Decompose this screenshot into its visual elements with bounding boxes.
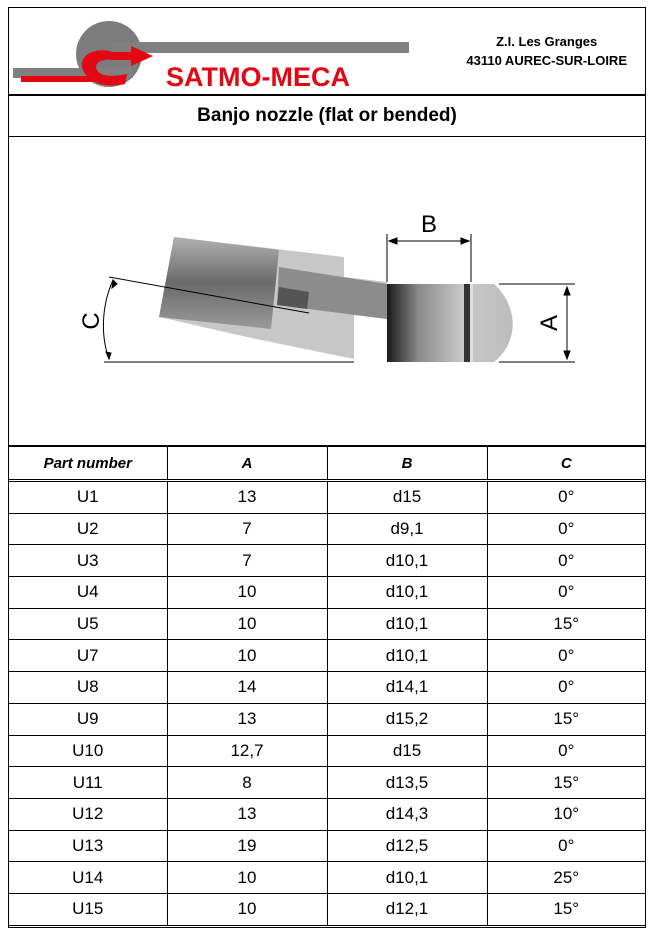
cell-c: 15° (487, 893, 645, 925)
company-address (466, 32, 627, 70)
nozzle-body (159, 237, 387, 359)
table-row (9, 830, 645, 862)
cell-part-number: U11 (9, 767, 167, 799)
cell-b: d10,1 (327, 640, 487, 672)
cell-a: 19 (167, 830, 327, 862)
table-row (9, 545, 645, 577)
cell-b: d15,2 (327, 703, 487, 735)
technical-drawing (9, 137, 645, 445)
cell-part-number: U4 (9, 577, 167, 609)
cell-a: 13 (167, 798, 327, 830)
cell-part-number: U9 (9, 703, 167, 735)
table-row (9, 608, 645, 640)
page-title: Banjo nozzle (flat or bended) (197, 105, 457, 126)
cell-a: 12,7 (167, 735, 327, 767)
cell-a: 14 (167, 672, 327, 704)
cell-a: 7 (167, 513, 327, 545)
label-b: B (420, 211, 438, 238)
cell-c: 0° (487, 513, 645, 545)
cell-part-number: U7 (9, 640, 167, 672)
cell-c: 0° (487, 481, 645, 514)
header (9, 8, 645, 96)
cell-a: 10 (167, 862, 327, 894)
header-c: C (487, 446, 645, 481)
banjo-eye (387, 284, 513, 362)
cell-c: 0° (487, 577, 645, 609)
cell-b: d12,5 (327, 830, 487, 862)
cell-a: 10 (167, 640, 327, 672)
address-line-1: Z.I. Les Granges (496, 34, 598, 49)
table-row (9, 767, 645, 799)
cell-c: 15° (487, 703, 645, 735)
cell-b: d14,3 (327, 798, 487, 830)
cell-b: d10,1 (327, 577, 487, 609)
table-row (9, 862, 645, 894)
table-row (9, 798, 645, 830)
cell-c: 15° (487, 608, 645, 640)
table-row (9, 672, 645, 704)
title-row (9, 96, 645, 137)
cell-part-number: U5 (9, 608, 167, 640)
table-row (9, 735, 645, 767)
cell-b: d12,1 (327, 893, 487, 925)
header-b: B (327, 446, 487, 481)
table-row (9, 481, 645, 514)
label-a: A (536, 314, 563, 332)
cell-part-number: U14 (9, 862, 167, 894)
cell-b: d15 (327, 481, 487, 514)
cell-a: 10 (167, 608, 327, 640)
cell-a: 10 (167, 893, 327, 925)
table-header-row (9, 446, 645, 481)
cell-part-number: U3 (9, 545, 167, 577)
cell-c: 0° (487, 545, 645, 577)
table-row (9, 893, 645, 925)
cell-a: 10 (167, 577, 327, 609)
table-row (9, 513, 645, 545)
parts-table (9, 445, 645, 926)
cell-c: 0° (487, 830, 645, 862)
address-line-2: 43110 AUREC-SUR-LOIRE (466, 53, 627, 68)
cell-b: d13,5 (327, 767, 487, 799)
cell-c: 10° (487, 798, 645, 830)
cell-part-number: U10 (9, 735, 167, 767)
label-c: C (78, 312, 105, 330)
header-part-number: Part number (9, 446, 167, 481)
company-name: SATMO-MECA (166, 62, 350, 90)
table-body (9, 481, 645, 926)
cell-part-number: U13 (9, 830, 167, 862)
header-a: A (167, 446, 327, 481)
table-row (9, 640, 645, 672)
cell-a: 13 (167, 703, 327, 735)
cell-c: 25° (487, 862, 645, 894)
cell-a: 7 (167, 545, 327, 577)
cell-b: d10,1 (327, 545, 487, 577)
cell-part-number: U2 (9, 513, 167, 545)
company-logo (13, 18, 413, 90)
cell-a: 13 (167, 481, 327, 514)
cell-b: d15 (327, 735, 487, 767)
cell-part-number: U1 (9, 481, 167, 514)
table-row (9, 703, 645, 735)
cell-a: 8 (167, 767, 327, 799)
cell-b: d14,1 (327, 672, 487, 704)
cell-b: d9,1 (327, 513, 487, 545)
table-row (9, 577, 645, 609)
cell-part-number: U8 (9, 672, 167, 704)
dimension-b (387, 234, 471, 282)
cell-b: d10,1 (327, 862, 487, 894)
cell-part-number: U12 (9, 798, 167, 830)
cell-c: 15° (487, 767, 645, 799)
cell-b: d10,1 (327, 608, 487, 640)
datasheet (8, 7, 646, 928)
cell-c: 0° (487, 735, 645, 767)
cell-c: 0° (487, 672, 645, 704)
cell-part-number: U15 (9, 893, 167, 925)
cell-c: 0° (487, 640, 645, 672)
